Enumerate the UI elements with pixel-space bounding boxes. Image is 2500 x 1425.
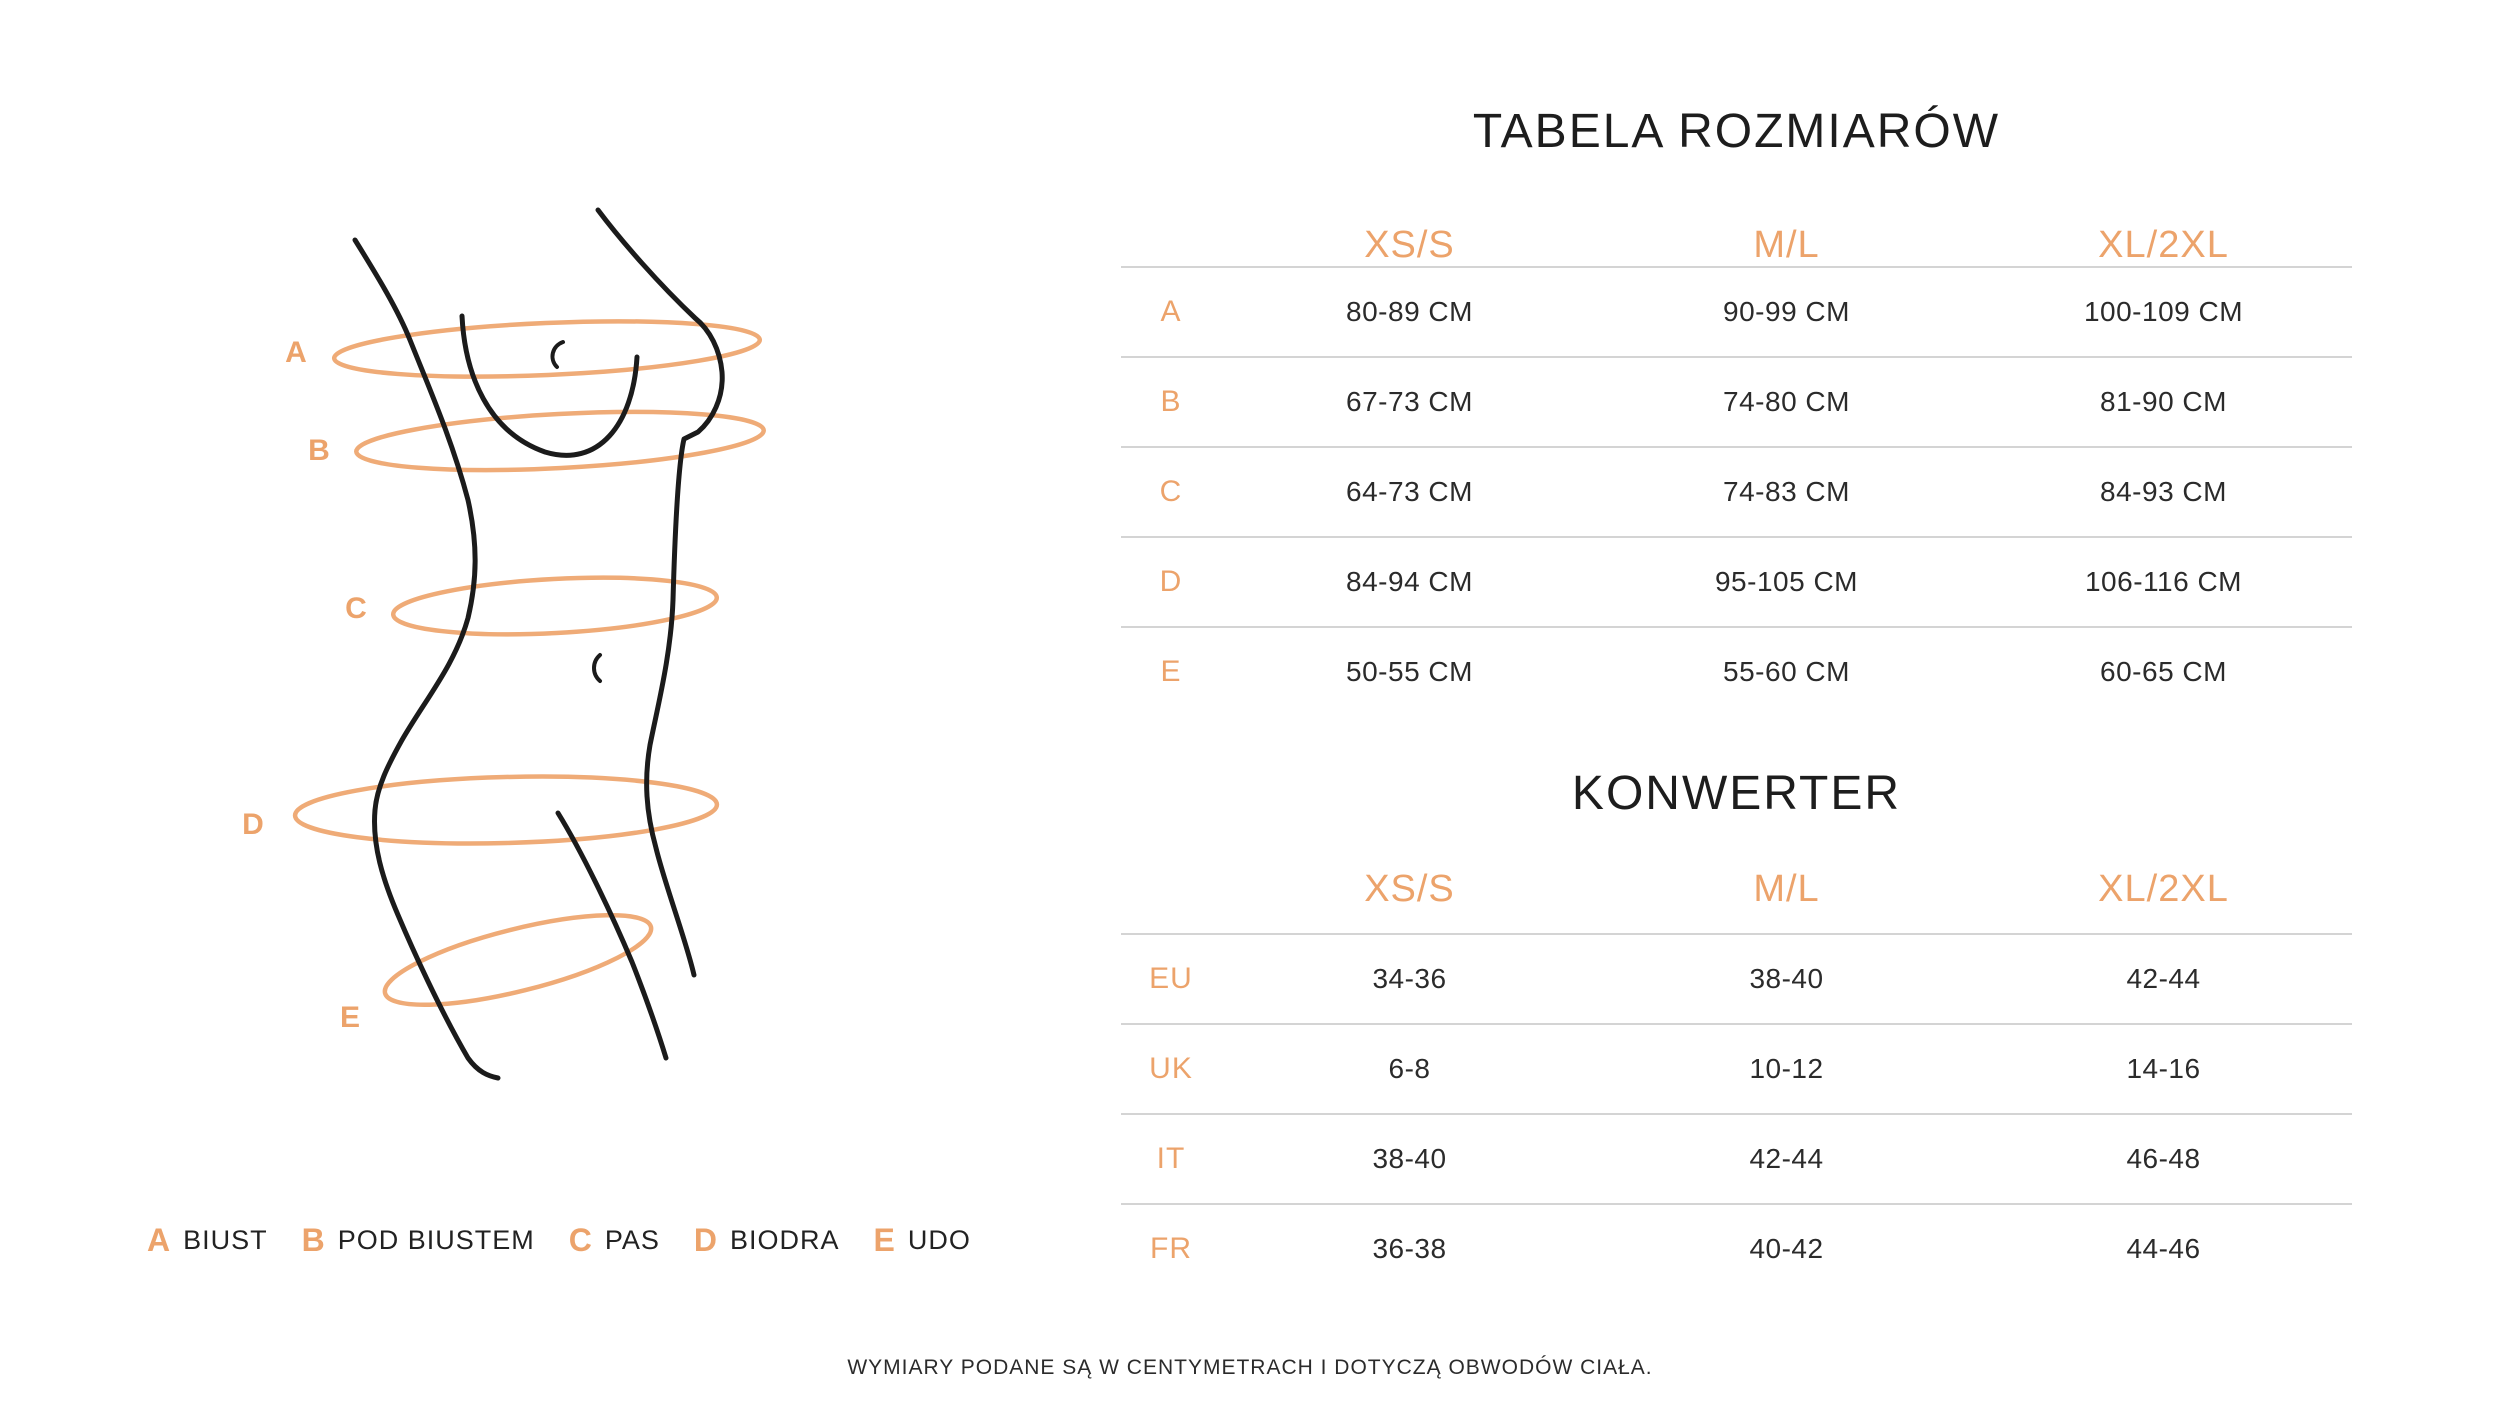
table-cell: 74-80 CM xyxy=(1723,386,1850,417)
row-label: D xyxy=(1159,565,1183,598)
size-table-header-row xyxy=(1121,218,2352,272)
converter-table-header-row xyxy=(1121,862,2352,916)
table-cell: 100-109 CM xyxy=(2083,296,2244,327)
converter-col-xl-2xl: XL/2XL xyxy=(2098,867,2229,910)
table-cell: 38-40 xyxy=(1372,1143,1447,1174)
legend-label: BIUST xyxy=(183,1224,268,1255)
table-cell: 64-73 CM xyxy=(1346,476,1473,507)
converter-col-xs-s: XS/S xyxy=(1364,867,1455,910)
table-row xyxy=(1121,358,2352,448)
row-label: FR xyxy=(1150,1232,1192,1265)
row-label: EU xyxy=(1149,962,1193,995)
table-cell: 84-93 CM xyxy=(2100,476,2227,507)
table-cell: 36-38 xyxy=(1372,1233,1447,1264)
figure-label-d: D xyxy=(242,808,264,841)
table-cell: 80-89 CM xyxy=(1346,296,1473,327)
table-cell: 90-99 CM xyxy=(1723,296,1850,327)
converter-table-title: KONWERTER xyxy=(1571,767,1902,820)
size-col-xs-s: XS/S xyxy=(1364,223,1455,266)
tables-section xyxy=(1121,0,2352,1425)
table-cell: 14-16 xyxy=(2126,1053,2201,1084)
figure-label-e: E xyxy=(339,1001,361,1034)
table-row xyxy=(1121,628,2352,716)
breast-curve xyxy=(462,316,637,455)
body-outline-left xyxy=(355,240,498,1078)
converter-table-rows xyxy=(1121,933,2352,1293)
legend-item-thigh xyxy=(874,1222,971,1259)
table-row xyxy=(1121,448,2352,538)
row-label: IT xyxy=(1156,1142,1186,1175)
legend-item-underbust xyxy=(302,1222,535,1259)
table-cell: 42-44 xyxy=(1749,1143,1824,1174)
table-cell: 10-12 xyxy=(1749,1053,1824,1084)
body-figure-svg xyxy=(0,0,800,1160)
table-cell: 95-105 CM xyxy=(1714,566,1858,597)
legend-item-bust xyxy=(147,1222,268,1259)
row-label: B xyxy=(1160,385,1182,418)
table-cell: 42-44 xyxy=(2126,963,2201,994)
table-row xyxy=(1121,935,2352,1025)
table-cell: 38-40 xyxy=(1749,963,1824,994)
body-outline xyxy=(355,210,722,1078)
bust-ellipse xyxy=(333,314,761,385)
body-outline-right xyxy=(598,210,722,975)
table-cell: 50-55 CM xyxy=(1346,656,1473,687)
legend-letter: E xyxy=(873,1221,896,1258)
underbust-ellipse xyxy=(355,403,765,478)
table-cell: 55-60 CM xyxy=(1723,656,1850,687)
table-row xyxy=(1121,1115,2352,1205)
legend-label: POD BIUSTEM xyxy=(337,1224,535,1255)
legend-letter: A xyxy=(147,1221,172,1258)
legend-letter: D xyxy=(693,1221,719,1258)
size-table-rows xyxy=(1121,266,2352,716)
table-cell: 34-36 xyxy=(1372,963,1447,994)
size-col-m-l: M/L xyxy=(1753,223,1820,266)
table-row xyxy=(1121,538,2352,628)
figure-label-c: C xyxy=(345,592,367,625)
converter-col-m-l: M/L xyxy=(1753,867,1820,910)
row-label: C xyxy=(1159,475,1183,508)
table-cell: 60-65 CM xyxy=(2100,656,2227,687)
row-label: E xyxy=(1160,655,1182,688)
legend-label: BIODRA xyxy=(730,1224,840,1255)
table-row xyxy=(1121,1025,2352,1115)
navel-mark xyxy=(594,655,600,681)
figure-letters xyxy=(242,336,367,1034)
legend-letter: C xyxy=(568,1221,593,1258)
size-table-title: TABELA ROZMIARÓW xyxy=(1472,105,2001,158)
measurement-legend xyxy=(147,1220,971,1260)
table-cell: 67-73 CM xyxy=(1346,386,1473,417)
legend-label: PAS xyxy=(604,1224,660,1255)
table-cell: 40-42 xyxy=(1749,1233,1824,1264)
table-cell: 44-46 xyxy=(2126,1233,2201,1264)
table-cell: 84-94 CM xyxy=(1346,566,1473,597)
body-measurement-figure xyxy=(0,0,800,1160)
figure-label-a: A xyxy=(285,336,307,369)
row-label: UK xyxy=(1149,1052,1193,1085)
legend-letter: B xyxy=(301,1221,326,1258)
table-cell: 106-116 CM xyxy=(2084,566,2242,597)
table-row xyxy=(1121,1205,2352,1293)
measurement-footnote: WYMIARY PODANE SĄ W CENTYMETRACH I DOTYCZĄ OBWODÓW CIAŁA. xyxy=(847,1356,1653,1379)
table-row xyxy=(1121,268,2352,358)
measurement-ellipses xyxy=(294,314,765,1023)
table-cell: 81-90 CM xyxy=(2100,386,2227,417)
nipple-mark xyxy=(552,342,563,367)
legend-item-waist xyxy=(569,1222,660,1259)
legend-label: UDO xyxy=(907,1224,971,1255)
table-cell: 46-48 xyxy=(2126,1143,2201,1174)
row-label: A xyxy=(1160,295,1182,328)
table-cell: 6-8 xyxy=(1388,1053,1431,1084)
figure-label-b: B xyxy=(308,434,330,467)
legend-item-hips xyxy=(694,1222,840,1259)
table-cell: 74-83 CM xyxy=(1723,476,1850,507)
size-col-xl-2xl: XL/2XL xyxy=(2098,223,2229,266)
